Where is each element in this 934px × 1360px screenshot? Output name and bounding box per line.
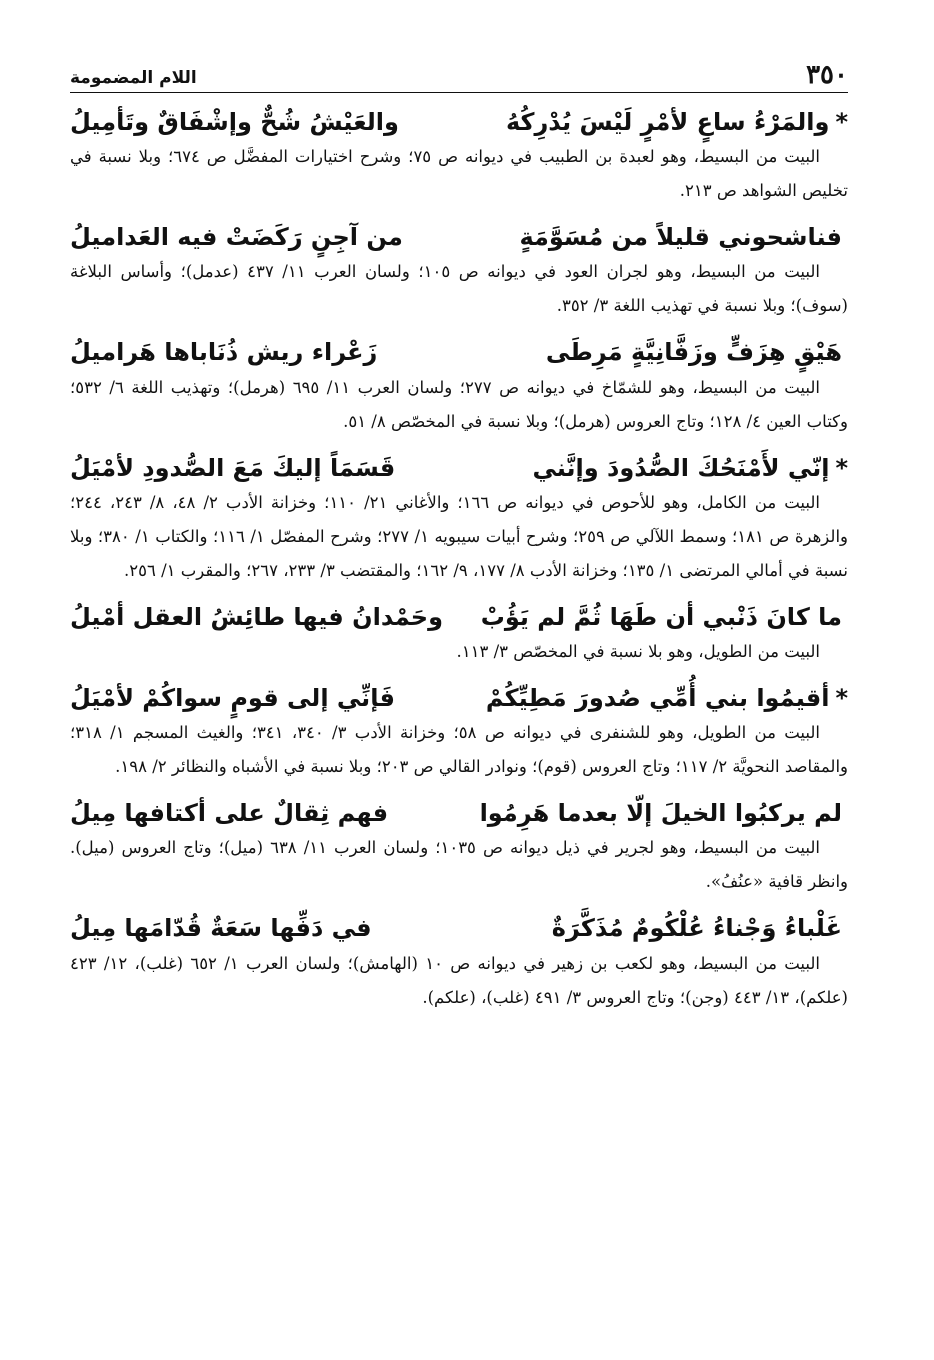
star-marker: * <box>835 683 848 712</box>
hemistich-second: قَسَمَاً إليكَ مَعَ الصُّدودِ لأمْيَلُ <box>70 453 396 482</box>
hemistich-first: ما كانَ ذَنْبي أن طَهَا ثُمَّ لم يَؤُبْ <box>480 602 842 631</box>
verse-commentary: البيت من البسيط، وهو لكعب بن زهير في ديوانه ص ١٠ (الهامش)؛ ولسان العرب ١/ ٦٥٢ (غلب)، ١٢/ ٤٢٣ (علكم)، ١٣/ ٤٤٣ (وجن)؛ وتاج العروس ٣/ ٤٩١ (غلب)، (علكم). <box>70 953 848 1007</box>
hemistich-second: في دَفِّها سَعَةٌ قُدّامَها مِيلُ <box>70 914 372 943</box>
verse-line <box>70 222 848 253</box>
verse-commentary: البيت من البسيط، وهو لجرير في ذيل ديوانه ص ١٠٣٥؛ ولسان العرب ١١/ ٦٣٨ (ميل)؛ وتاج العروس (ميل). وانظر قافية «عنُفُ». <box>70 838 848 892</box>
hemistich-second: من آجِنٍ رَكَضَتْ فيه العَداميلُ <box>70 223 403 252</box>
hemistich-second: وحَمْدانُ فيها طائِشُ العقل أمْيلُ <box>70 602 444 631</box>
verse-line <box>70 337 848 368</box>
verse-commentary: البيت من البسيط، وهو لعبدة بن الطبيب في ديوانه ص ٧٥؛ وشرح اختيارات المفضَّل ص ٦٧٤؛ وبلا نسبة في تخليص الشواهد ص ٢١٣. <box>70 147 848 201</box>
page-header <box>70 58 848 93</box>
hemistich-second: فهم ثِقالٌ على أكتافها مِيلُ <box>70 799 389 828</box>
hemistich-first: فناشحوني قليلاً من مُسَوَّمَةٍ <box>519 223 842 252</box>
verse-commentary: البيت من البسيط، وهو لجران العود في ديوانه ص ١٠٥؛ ولسان العرب ١١/ ٤٣٧ (عدمل)؛ وأساس البلاغة (سوف)؛ وبلا نسبة في تهذيب اللغة ٣/ ٣٥٢. <box>70 262 848 316</box>
hemistich-first: هَيْقٍ هِزَفٍّ وزَفَّانِيَّةٍ مَرِطَى <box>545 338 842 367</box>
hemistich-second: والعَيْشُ شُحٌّ وإشْفَاقٌ وتَأمِيلُ <box>70 108 399 136</box>
star-marker: * <box>835 108 848 136</box>
verse-commentary: البيت من الكامل، وهو للأحوص في ديوانه ص ١٦٦؛ والأغاني ٢١/ ١١٠؛ وخزانة الأدب ٢/ ٤٨، ٨/ ٢٤٣، ٢٤٤؛ والزهرة ص ١٨١؛ وسمط اللآلي ص ٢٥٩؛ وشرح أبيات سيبويه ١/ ٢٧٧؛ وشرح المفصّل ١/ ١١٦؛ والكتاب ١/ ٣٨٠؛ وبلا نسبة في أمالي المرتضى ١/ ١٣٥؛ وخزانة الأدب ٨/ ١٧٧، ٩/ ١٦٢؛ والمقتضب ٣/ ٢٣٣، ٢٦٧؛ والمقرب ١/ ٢٥٦. <box>70 492 848 580</box>
verse-line <box>70 107 848 138</box>
hemistich-second: فَإنِّي إلى قومٍ سواكُمْ لأمْيَلُ <box>70 683 395 712</box>
verse-commentary: البيت من الطويل، وهو بلا نسبة في المخصّص ٣/ ١١٣. <box>456 641 820 661</box>
verse-entry <box>70 453 848 588</box>
star-marker: * <box>835 453 848 482</box>
hemistich-first: أقيمُوا بني أُمِّي صُدورَ مَطِيِّكُمْ <box>485 683 830 712</box>
page-number: ٣٥٠ <box>806 60 848 90</box>
hemistich-second: زَعْراء ريش ذُنَاباها هَراميلُ <box>70 338 378 367</box>
verse-line <box>70 683 848 714</box>
verse-entry <box>70 683 848 784</box>
verse-entry <box>70 222 848 323</box>
hemistich-first: لم يركبُوا الخيلَ إلّا بعدما هَرِمُوا <box>479 799 842 828</box>
verse-line <box>70 913 848 944</box>
verse-entry <box>70 107 848 208</box>
verse-entry <box>70 913 848 1014</box>
verse-line <box>70 602 848 633</box>
verse-line <box>70 453 848 484</box>
verse-line <box>70 798 848 829</box>
hemistich-first: غَلْباءُ وَجْناءُ عُلْكُومٌ مُذَكَّرَةٌ <box>551 914 842 943</box>
hemistich-first: إنّي لأَمْنَحُكَ الصُّدُودَ وإنَّني <box>532 453 830 482</box>
verse-entry <box>70 602 848 669</box>
hemistich-first: والمَرْءُ ساعٍ لأمْرٍ لَيْسَ يُدْرِكُهُ <box>505 108 830 136</box>
verse-commentary: البيت من البسيط، وهو للشمّاخ في ديوانه ص ٢٧٧؛ ولسان العرب ١١/ ٦٩٥ (هرمل)؛ وتهذيب اللغة ٦/ ٥٣٢؛ وكتاب العين ٤/ ١٢٨؛ وتاج العروس (هرمل)؛ وبلا نسبة في المخصّص ٨/ ٥١. <box>70 377 848 431</box>
verse-entry <box>70 798 848 899</box>
verse-commentary: البيت من الطويل، وهو للشنفرى في ديوانه ص ٥٨؛ وخزانة الأدب ٣/ ٣٤٠، ٣٤١؛ والغيث المسجم ١/ ٣١٨؛ والمقاصد النحويَّة ٢/ ١١٧؛ وتاج العروس (قوم)؛ ونوادر القالي ص ٢٠٣؛ وبلا نسبة في الأشباه والنظائر ٢/ ١٩٨. <box>70 723 848 777</box>
verse-entry <box>70 337 848 438</box>
running-title: اللام المضمومة <box>70 68 197 88</box>
